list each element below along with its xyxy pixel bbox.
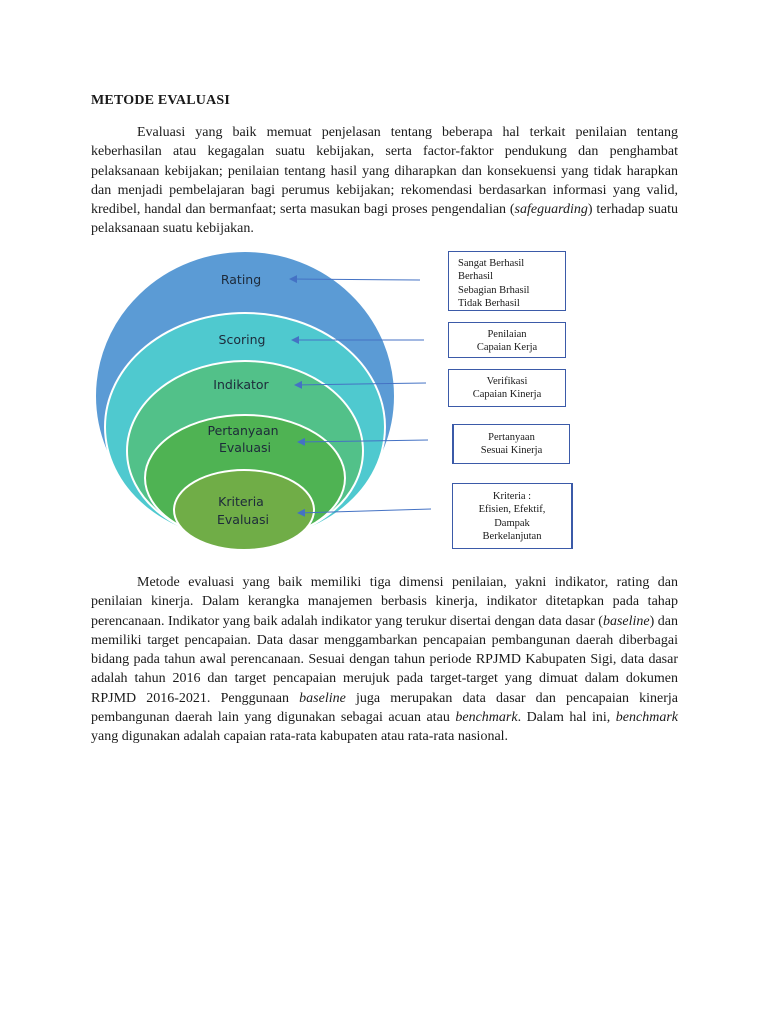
box-line: Berkelanjutan (482, 530, 542, 542)
box-pertanyaan (452, 424, 570, 464)
box-penilaian (448, 322, 566, 358)
box-line: Kriteria : (492, 491, 532, 502)
method-text-3: juga merupakan data dasar dan pencapaian kinerja pembangunan daerah lain yang digunakan sebagai acuan atau (91, 690, 678, 726)
method-text-4: . Dalam hal ini, (517, 710, 616, 726)
intro-text-1: Evaluasi yang baik memuat penjelasan tentang beberapa hal terkait penilaian tentang keberhasilan atau kegagalan suatu kebijakan, serta factor-faktor pendukung dan penghambat pelaksanaan kebijakan; penilaian tentang hasil yang diharapkan dan konsekuensi yang tidak harapkan dan menjadi pembelajaran bagi perumus kebijakan; rekomendasi berdasarkan informasi yang valid, kredibel, handal dan bermanfaat; serta masukan bagi proses pengendalian ( (91, 125, 678, 218)
box-verifikasi (448, 369, 566, 407)
method-italic-benchmark-2: benchmark (615, 710, 678, 726)
box-line: Capaian Kinerja (472, 389, 542, 401)
ring-label-rating: Rating (220, 272, 262, 287)
box-line: Dampak (494, 517, 530, 529)
box-line: Berhasil (458, 271, 493, 283)
method-italic-benchmark: benchmark (455, 710, 518, 726)
ring-label-pertanyaan: Pertanyaan Evaluasi (207, 423, 279, 455)
method-italic-baseline: baseline (602, 613, 650, 629)
method-italic-baseline-2: baseline (299, 690, 346, 706)
method-paragraph (91, 573, 678, 747)
method-text-2: ) dan memiliki target pencapaian. Data dasar menggambarkan pencapaian pembangunan daerah diberbagai bidang pada tahun awal perencanaan. Sesuai dengan tahun periode RPJMD Kabupaten Sigi, data dasar adalah tahun 2016 dan target pencapaian merujuk pada target-target yang dimuat dalam dokumen RPJMD 2016-2021. Penggunaan (91, 613, 678, 706)
intro-italic-safeguarding: safeguarding (514, 202, 588, 218)
box-line: Sesuai Kinerja (480, 445, 543, 457)
method-text-5: yang digunakan adalah capaian rata-rata kabupaten atau rata-rata nasional. (91, 729, 509, 745)
section-heading: METODE EVALUASI (91, 93, 231, 108)
box-line: Efisien, Efektif, (478, 504, 546, 516)
intro-text-2: ) terhadap suatu pelaksanaan suatu kebijakan. (91, 202, 678, 237)
box-line: Pertanyaan (488, 432, 535, 443)
ring-label-indikator: Indikator (213, 377, 269, 392)
box-line: Sangat Berhasil (458, 258, 525, 269)
ring-label-scoring: Scoring (218, 332, 266, 347)
method-text-1: Metode evaluasi yang baik memiliki tiga dimensi penilaian, yakni indikator, rating dan penilaian kinerja. Dalam kerangka manajemen berbasis kinerja, indikator ditetapkan pada tahap perencanaan. Indikator yang baik adalah indikator yang terukur disertai dengan data dasar ( (91, 575, 678, 629)
box-kriteria (452, 483, 573, 549)
box-line: Sebagian Brhasil (458, 284, 530, 296)
box-line: Tidak Berhasil (458, 297, 520, 309)
ring-kriteria (174, 470, 314, 550)
box-line: Verifikasi (486, 376, 528, 387)
ring-label-kriteria: Kriteria Evaluasi (217, 494, 269, 527)
box-rating-scale (448, 251, 566, 311)
box-line: Penilaian (487, 329, 527, 340)
box-line: Capaian Kerja (476, 342, 538, 354)
